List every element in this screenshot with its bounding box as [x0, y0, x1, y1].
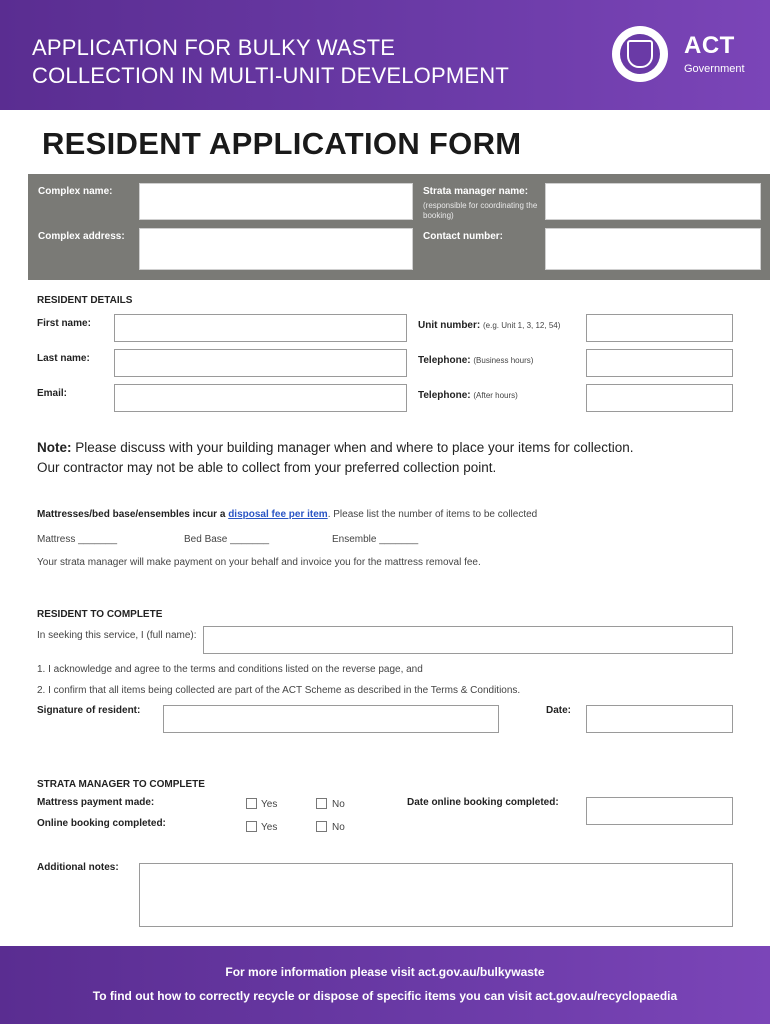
signature-label: Signature of resident: — [37, 705, 141, 716]
telephone-business-field[interactable] — [586, 349, 733, 377]
strata-manager-label: Strata manager name: — [423, 186, 529, 197]
act-government-logo — [612, 26, 745, 82]
strata-manager-field[interactable] — [545, 183, 761, 220]
complex-name-field[interactable] — [139, 183, 413, 220]
document-title — [32, 34, 509, 90]
date-field[interactable] — [586, 705, 733, 733]
online-booking-label: Online booking completed: — [37, 818, 166, 829]
confirm-items: 2. I confirm that all items being collected are part of the ACT Scheme as described in the Terms & Conditions. — [37, 685, 521, 696]
booking-no-checkbox[interactable] — [316, 821, 327, 832]
footer-banner — [0, 946, 770, 1024]
booking-yes-checkbox[interactable] — [246, 821, 257, 832]
full-name-label: In seeking this service, I (full name): — [37, 630, 197, 641]
complex-name-label: Complex name: — [38, 186, 113, 197]
booking-yes-label: Yes — [261, 822, 278, 833]
logo-act-text: ACT — [684, 32, 735, 59]
strata-manager-sublabel: (responsible for coordinating the booking) — [423, 201, 538, 220]
payment-yes-label: Yes — [261, 799, 278, 810]
header-banner — [0, 0, 770, 110]
payment-yes-checkbox[interactable] — [246, 798, 257, 809]
mattress-fee-text: Mattresses/bed base/ensembles incur a disposal fee per item. Please list the number of items to be collected — [37, 509, 538, 520]
telephone-after-label: Telephone: (After hours) — [418, 390, 518, 401]
first-name-field[interactable] — [114, 314, 407, 342]
full-name-field[interactable] — [203, 626, 733, 654]
last-name-label: Last name: — [37, 353, 90, 364]
date-online-booking-label: Date online booking completed: — [407, 797, 559, 808]
unit-number-field[interactable] — [586, 314, 733, 342]
crest-icon — [612, 26, 668, 82]
resident-details-heading: RESIDENT DETAILS — [37, 295, 133, 306]
strata-complete-heading: STRATA MANAGER TO COMPLETE — [37, 779, 205, 790]
telephone-business-label: Telephone: (Business hours) — [418, 355, 534, 366]
email-label: Email: — [37, 388, 68, 399]
date-label: Date: — [546, 705, 572, 716]
date-online-booking-field[interactable] — [586, 797, 733, 825]
collection-note: Note: Please discuss with your building manager when and where to place your items for collection. Our contractor may not be able to collect from your preferred collection point. — [37, 440, 634, 475]
payment-note: Your strata manager will make payment on your behalf and invoice you for the mattress removal fee. — [37, 557, 481, 568]
title-line-2: COLLECTION IN MULTI-UNIT DEVELOPMENT — [32, 63, 509, 88]
additional-notes-field[interactable] — [139, 863, 733, 927]
last-name-field[interactable] — [114, 349, 407, 377]
email-field[interactable] — [114, 384, 407, 412]
contact-number-label: Contact number: — [423, 231, 503, 242]
bed-base-count[interactable]: Bed Base _______ — [184, 534, 270, 545]
unit-number-label: Unit number: (e.g. Unit 1, 3, 12, 54) — [418, 320, 561, 331]
mattress-count[interactable]: Mattress _______ — [37, 534, 118, 545]
title-line-1: APPLICATION FOR BULKY WASTE — [32, 35, 396, 60]
footer-recyclopaedia-info: To find out how to correctly recycle or dispose of specific items you can visit act.gov.au/recyclopaedia — [92, 989, 678, 1003]
complex-address-field[interactable] — [139, 228, 413, 270]
additional-notes-label: Additional notes: — [37, 862, 119, 873]
complex-info-band — [28, 174, 770, 280]
payment-no-checkbox[interactable] — [316, 798, 327, 809]
payment-no-label: No — [332, 799, 345, 810]
telephone-after-field[interactable] — [586, 384, 733, 412]
mattress-payment-label: Mattress payment made: — [37, 797, 155, 808]
complex-address-label: Complex address: — [38, 231, 125, 242]
form-title: RESIDENT APPLICATION FORM — [42, 126, 522, 161]
acknowledge-terms: 1. I acknowledge and agree to the terms and conditions listed on the reverse page, and — [37, 664, 423, 675]
booking-no-label: No — [332, 822, 345, 833]
contact-number-field[interactable] — [545, 228, 761, 270]
first-name-label: First name: — [37, 318, 91, 329]
disposal-fee-link[interactable]: disposal fee per item — [228, 509, 328, 520]
footer-bulkywaste-info: For more information please visit act.gov.au/bulkywaste — [225, 965, 545, 979]
signature-field[interactable] — [163, 705, 499, 733]
ensemble-count[interactable]: Ensemble _______ — [332, 534, 419, 545]
resident-complete-heading: RESIDENT TO COMPLETE — [37, 609, 163, 620]
logo-government-text: Government — [684, 63, 745, 75]
